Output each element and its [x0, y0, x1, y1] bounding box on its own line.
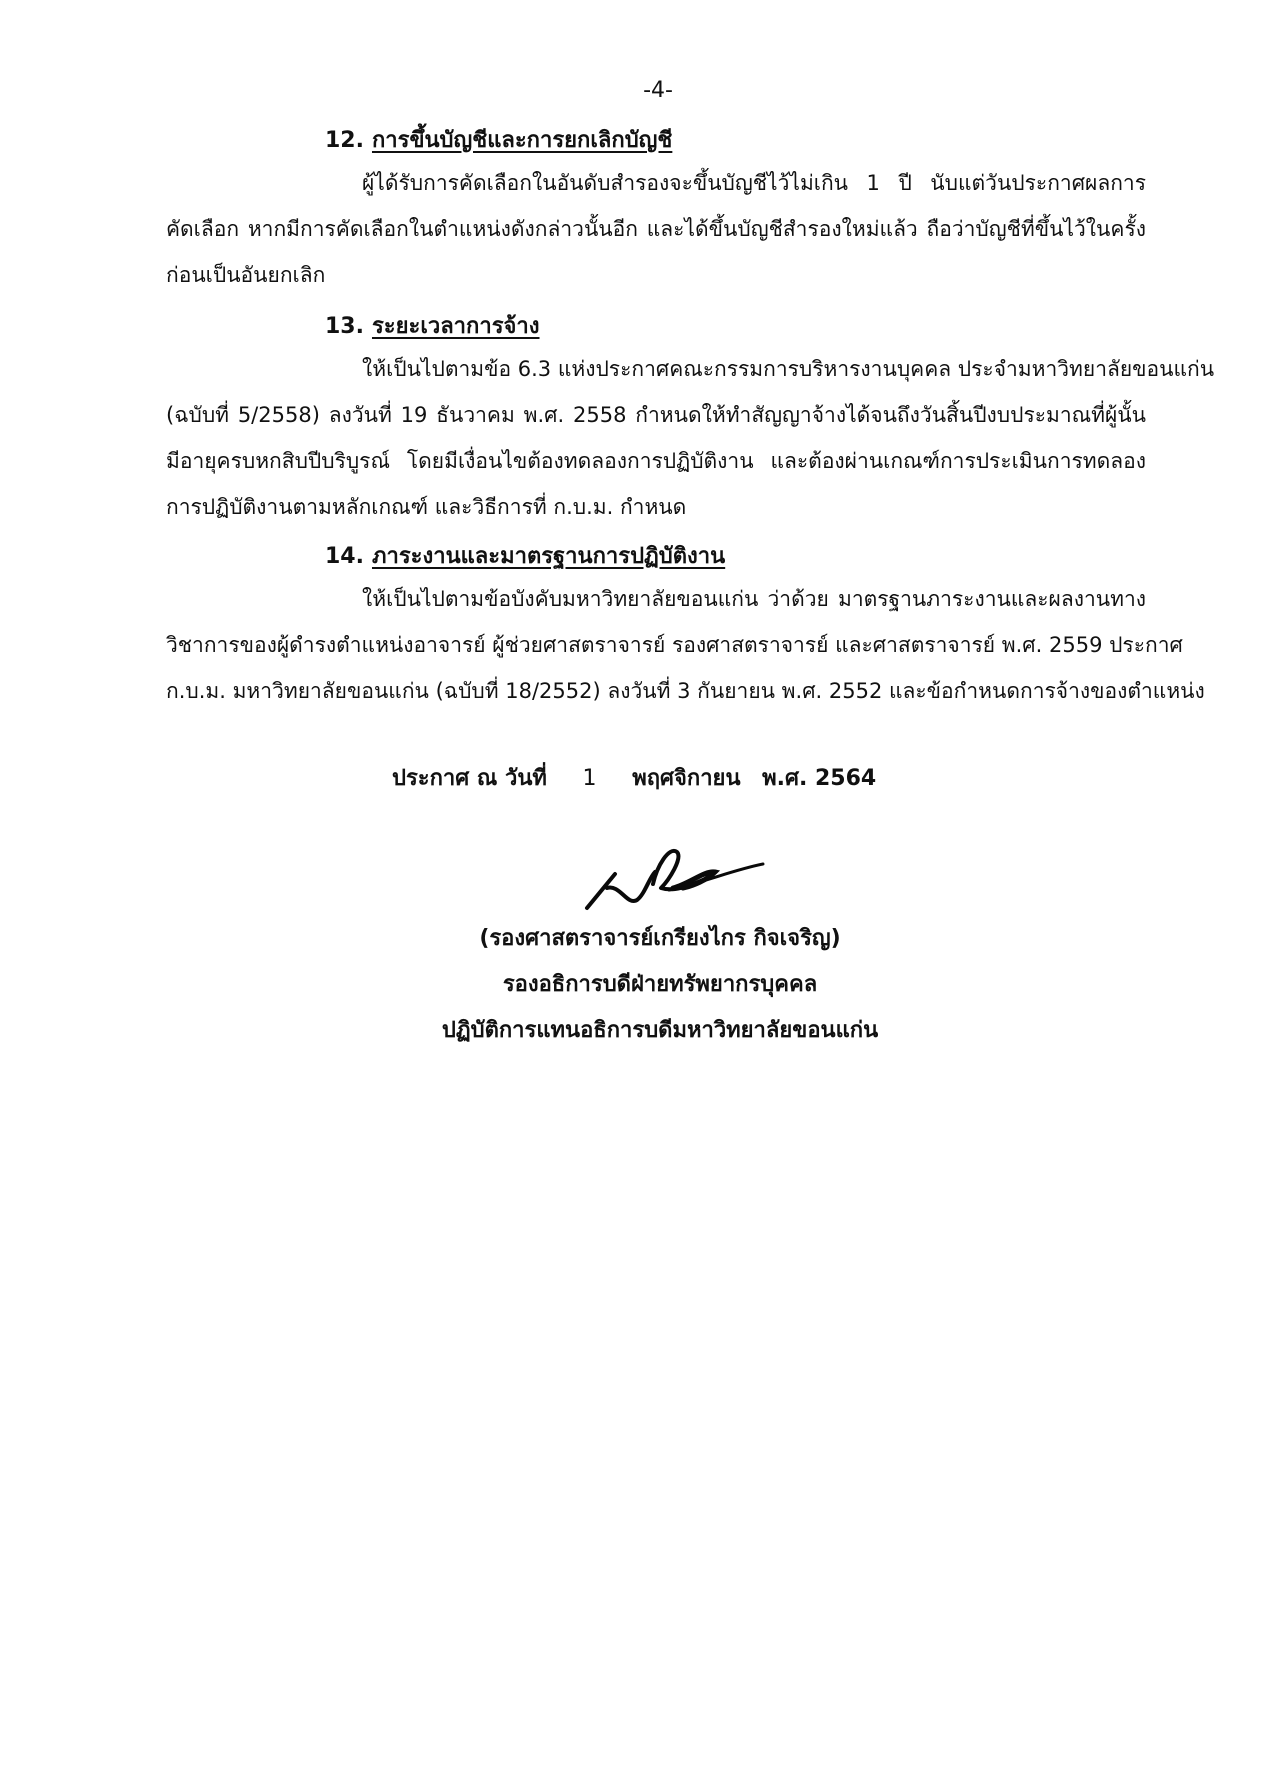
announcement-day: 1: [582, 766, 597, 791]
section-13-heading: [325, 308, 540, 343]
section-14-heading: [325, 538, 725, 573]
signatory-acting: ปฏิบัติการแทนอธิการบดีมหาวิทยาลัยขอนแก่น: [441, 1018, 879, 1043]
section-14-line-1: ให้เป็นไปตามข้อบังคับมหาวิทยาลัยขอนแก่น ว่าด้วย มาตรฐานภาระงานและผลงานทาง: [362, 587, 1146, 611]
section-number: 12.: [325, 128, 364, 153]
announcement-year: พ.ศ. 2564: [762, 766, 877, 791]
announcement-prefix: ประกาศ ณ วันที่: [392, 766, 547, 791]
section-13-line-4: การปฏิบัติงานตามหลักเกณฑ์ และวิธีการที่ ก.บ.ม. กำหนด: [166, 495, 687, 519]
section-14-line-3: ก.บ.ม. มหาวิทยาลัยขอนแก่น (ฉบับที่ 18/2552) ลงวันที่ 3 กันยายน พ.ศ. 2552 และข้อกำหนดการจ้างของตำแหน่ง: [166, 679, 1205, 703]
section-13-line-1: ให้เป็นไปตามข้อ 6.3 แห่งประกาศคณะกรรมการบริหารงานบุคคล ประจำมหาวิทยาลัยขอนแก่น: [362, 357, 1215, 381]
section-number: 13.: [325, 314, 364, 339]
announcement-month: พฤศจิกายน: [632, 766, 741, 791]
announcement-date: [392, 760, 876, 795]
section-number: 14.: [325, 544, 364, 569]
section-12-heading: [325, 122, 672, 157]
signatory-position: รองอธิการบดีฝ่ายทรัพยากรบุคคล: [502, 972, 818, 997]
handwritten-signature: [565, 826, 775, 916]
page-number: -4-: [643, 78, 673, 103]
section-title: ระยะเวลาการจ้าง: [371, 314, 540, 339]
section-12-line-1: ผู้ได้รับการคัดเลือกในอันดับสำรองจะขึ้นบัญชีไว้ไม่เกิน 1 ปี นับแต่วันประกาศผลการ: [362, 171, 1146, 195]
signatory-name: (รองศาสตราจารย์เกรียงไกร กิจเจริญ): [479, 926, 841, 951]
section-12-line-2: คัดเลือก หากมีการคัดเลือกในตำแหน่งดังกล่าวนั้นอีก และได้ขึ้นบัญชีสำรองใหม่แล้ว ถือว่าบัญชีที่ขึ้นไว้ในครั้ง: [166, 217, 1146, 241]
section-title: ภาระงานและมาตรฐานการปฏิบัติงาน: [371, 544, 726, 569]
section-12-line-3: ก่อนเป็นอันยกเลิก: [166, 263, 326, 287]
section-13-line-2: (ฉบับที่ 5/2558) ลงวันที่ 19 ธันวาคม พ.ศ. 2558 กำหนดให้ทำสัญญาจ้างได้จนถึงวันสิ้นปีงบประมาณที่ผู้นั้น: [166, 403, 1146, 427]
section-14-line-2: วิชาการของผู้ดำรงตำแหน่งอาจารย์ ผู้ช่วยศาสตราจารย์ รองศาสตราจารย์ และศาสตราจารย์ พ.ศ. 2559 ประกาศ: [166, 633, 1183, 657]
section-title: การขึ้นบัญชีและการยกเลิกบัญชี: [371, 128, 673, 153]
section-13-line-3: มีอายุครบหกสิบปีบริบูรณ์ โดยมีเงื่อนไขต้องทดลองการปฏิบัติงาน และต้องผ่านเกณฑ์การประเมินการทดลอง: [166, 449, 1146, 473]
